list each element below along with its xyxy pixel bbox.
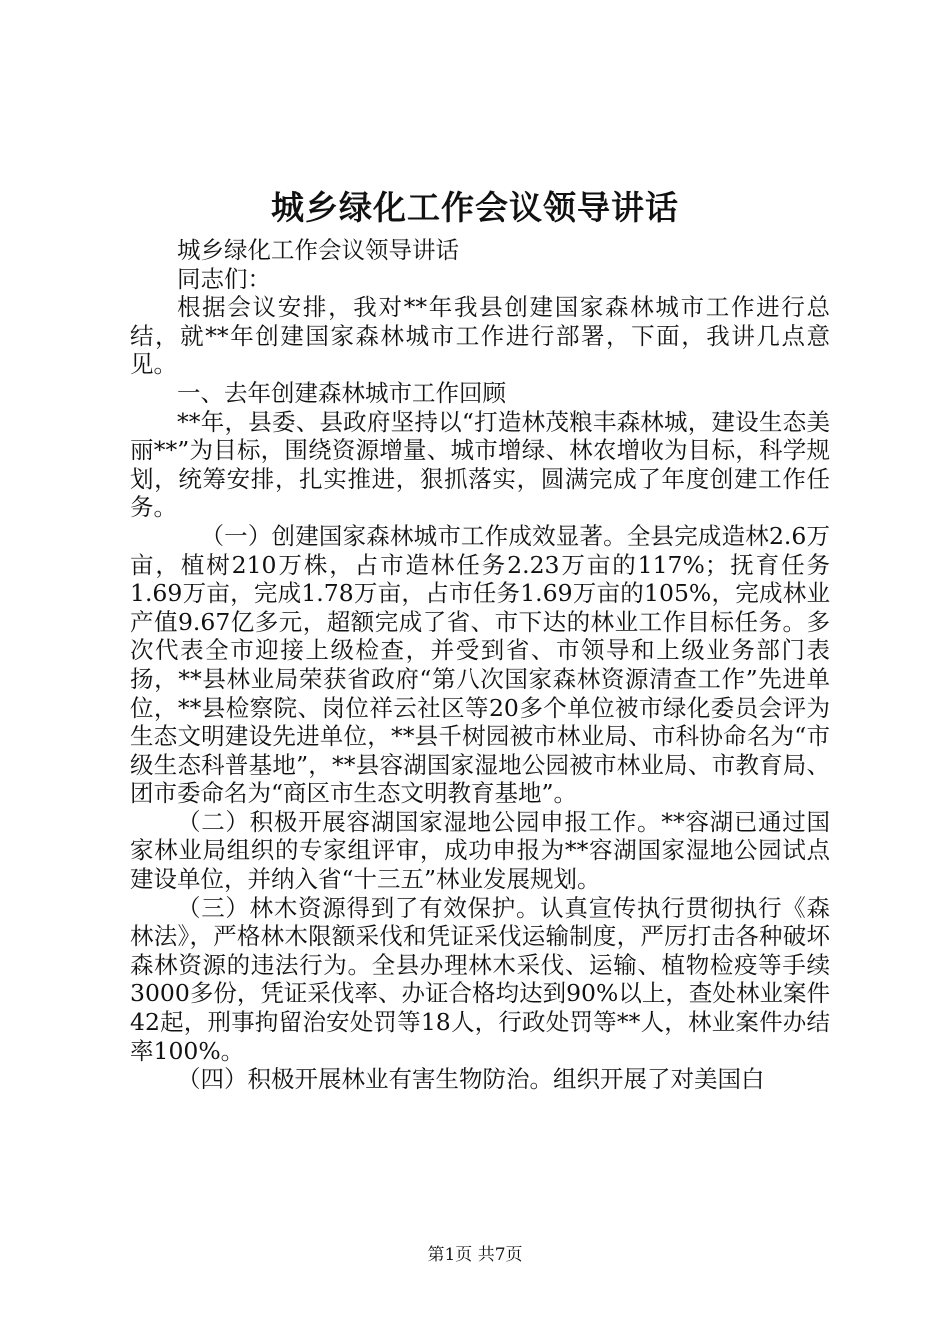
document-title: 城乡绿化工作会议领导讲话 <box>271 188 679 227</box>
body-paragraph: **年，县委、县政府坚持以“打造林茂粮丰森林城，建设生态美丽**”为目标，围绕资源增量、城市增绿、林农增收为目标，科学规划，统筹安排，扎实推进，狠抓落实，圆满完成了年度创建工作任务。 <box>130 407 830 522</box>
intro-paragraph: 根据会议安排，我对**年我县创建国家森林城市工作进行总结，就**年创建国家森林城市工作进行部署，下面，我讲几点意见。 <box>130 293 830 379</box>
page-number: 第1页 共7页 <box>427 1245 523 1265</box>
salutation-paragraph: 同志们： <box>177 264 271 293</box>
subtitle-paragraph: 城乡绿化工作会议领导讲话 <box>177 236 459 264</box>
body-paragraph: （四）积极开展林业有害生物防治。组织开展了对美国白 <box>177 1065 765 1094</box>
section-heading: 一、去年创建森林城市工作回顾 <box>177 378 506 407</box>
document-body <box>130 236 830 1094</box>
body-paragraph: （二）积极开展容湖国家湿地公园申报工作。**容湖已通过国家林业局组织的专家组评审，成功申报为**容湖国家湿地公园试点建设单位，并纳入省“十三五”林业发展规划。 <box>130 807 830 894</box>
body-paragraph: （一）创建国家森林城市工作成效显著。全县完成造林2.6万亩，植树210万株，占市造林任务2.23万亩的117%；抚育任务1.69万亩，完成1.78万亩，占市任务1.69万亩的105%，完成林业产值9.67亿多元，超额完成了省、市下达的林业工作目标任务。多次代表全市迎接上级检查，并受到省、市领导和上级业务部门表扬，**县林业局荣获省政府“第八次国家森林资源清查工作”先进单位，**县检察院、岗位祥云社区等20多个单位被市绿化委员会评为生态文明建设先进单位，**县千树园被市林业局、市科协命名为“市级生态科普基地”，**县容湖国家湿地公园被市林业局、市教育局、团市委命名为“商区市生态文明教育基地”。 <box>130 521 830 808</box>
body-paragraph: （三）林木资源得到了有效保护。认真宣传执行贯彻执行《森林法》，严格林木限额采伐和凭证采伐运输制度，严厉打击各种破坏森林资源的违法行为。全县办理林木采伐、运输、植物检疫等手续3000多份，凭证采伐率、办证合格均达到90%以上，查处林业案件42起，刑事拘留治安处罚等18人，行政处罚等**人，林业案件办结率100%。 <box>130 893 830 1065</box>
